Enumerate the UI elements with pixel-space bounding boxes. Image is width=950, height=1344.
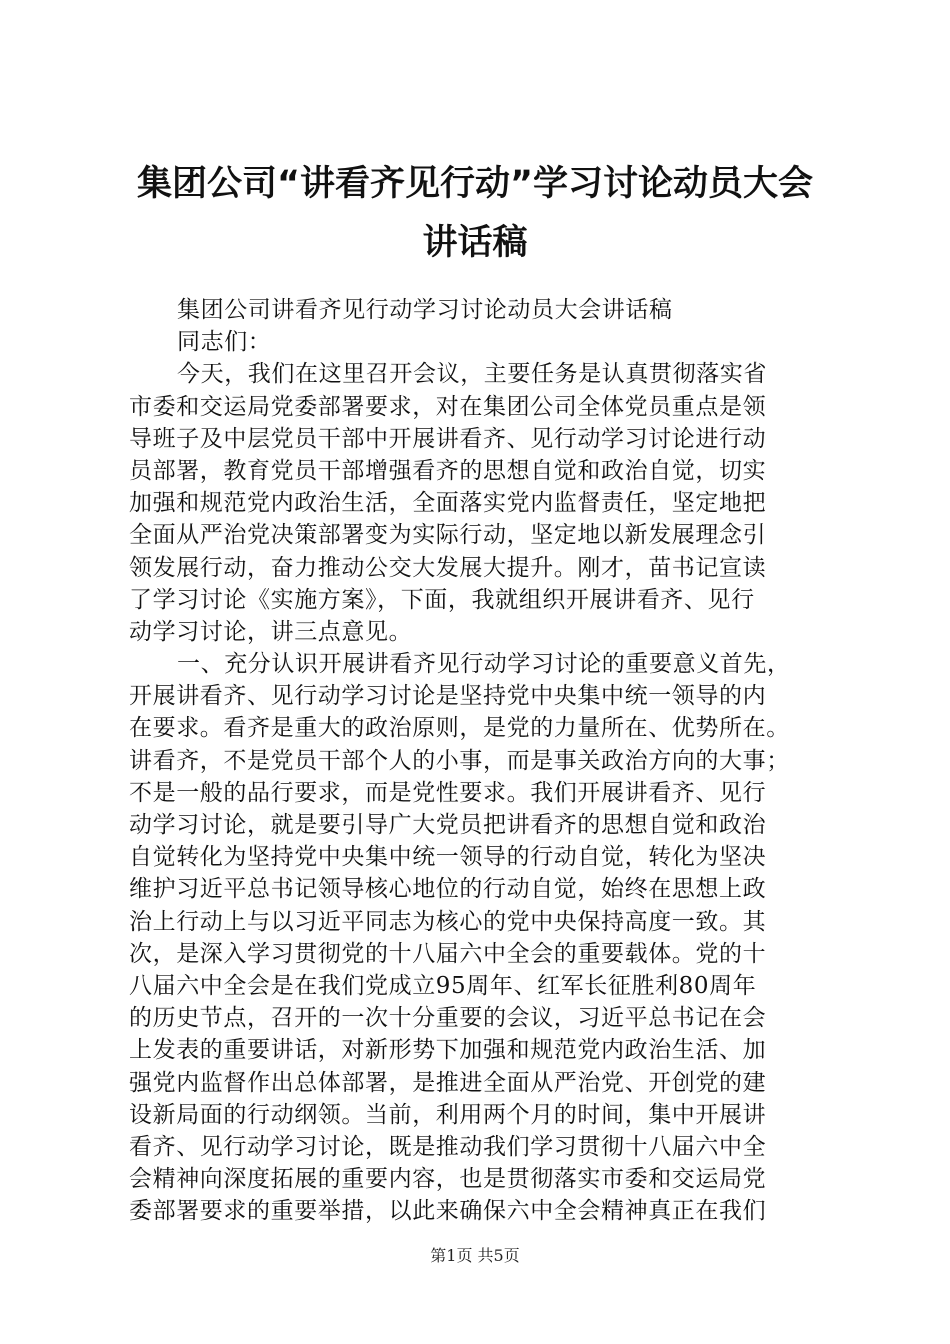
body-line: 一、充分认识开展讲看齐见行动学习讨论的重要意义首先， [177, 651, 791, 678]
body-line: 的历史节点，召开的一次十分重要的会议，习近平总书记在会 [129, 1005, 767, 1032]
body-line: 维护习近平总书记领导核心地位的行动自觉，始终在思想上政 [129, 876, 767, 903]
body-line: 不是一般的品行要求，而是党性要求。我们开展讲看齐、见行 [129, 779, 767, 806]
body-line: 今天，我们在这里召开会议，主要任务是认真贯彻落实省 [177, 361, 767, 388]
document-title-line-2: 讲话稿 [422, 223, 528, 263]
body-line: 次，是深入学习贯彻党的十八届六中全会的重要载体。党的十 [129, 940, 767, 967]
body-line: 会精神向深度拓展的重要内容，也是贯彻落实市委和交运局党 [129, 1166, 767, 1193]
body-line: 领发展行动，奋力推动公交大发展大提升。刚才，苗书记宣读 [129, 554, 767, 581]
body-line: 设新局面的行动纲领。当前，利用两个月的时间，集中开展讲 [129, 1101, 767, 1128]
body-line: 自觉转化为坚持党中央集中统一领导的行动自觉，转化为坚决 [129, 844, 767, 871]
body-line: 同志们： [177, 329, 272, 356]
body-line: 上发表的重要讲话，对新形势下加强和规范党内政治生活、加 [129, 1037, 767, 1064]
body-line: 集团公司讲看齐见行动学习讨论动员大会讲话稿 [177, 297, 673, 323]
body-line: 开展讲看齐、见行动学习讨论是坚持党中央集中统一领导的内 [129, 683, 767, 710]
body-line: 看齐、见行动学习讨论，既是推动我们学习贯彻十八届六中全 [129, 1133, 767, 1160]
body-line: 八届六中全会是在我们党成立95周年、红军长征胜利80周年 [129, 972, 757, 999]
body-line: 强党内监督作出总体部署，是推进全面从严治党、开创党的建 [129, 1069, 767, 1096]
body-line: 全面从严治党决策部署变为实际行动，坚定地以新发展理念引 [129, 522, 767, 549]
body-line: 员部署，教育党员干部增强看齐的思想自觉和政治自觉，切实 [129, 457, 767, 484]
body-line: 讲看齐，不是党员干部个人的小事，而是事关政治方向的大事； [129, 747, 790, 774]
body-line: 导班子及中层党员干部中开展讲看齐、见行动学习讨论进行动 [129, 425, 767, 452]
body-line: 动学习讨论，讲三点意见。 [129, 618, 413, 645]
page-number-footer: 第1页 共5页 [430, 1246, 520, 1265]
body-line: 市委和交运局党委部署要求，对在集团公司全体党员重点是领 [129, 393, 767, 420]
document-body [129, 294, 829, 1227]
body-line: 在要求。看齐是重大的政治原则，是党的力量所在、优势所在。 [129, 715, 790, 742]
body-line: 委部署要求的重要举措，以此来确保六中全会精神真正在我们 [129, 1198, 767, 1225]
body-line: 动学习讨论，就是要引导广大党员把讲看齐的思想自觉和政治 [129, 812, 767, 838]
body-line: 加强和规范党内政治生活，全面落实党内监督责任，坚定地把 [129, 490, 767, 517]
document-title-line-1: 集团公司“讲看齐见行动”学习讨论动员大会 [136, 164, 813, 204]
body-line: 了学习讨论《实施方案》，下面，我就组织开展讲看齐、见行 [129, 586, 755, 613]
body-line: 治上行动上与以习近平同志为核心的党中央保持高度一致。其 [129, 908, 767, 935]
